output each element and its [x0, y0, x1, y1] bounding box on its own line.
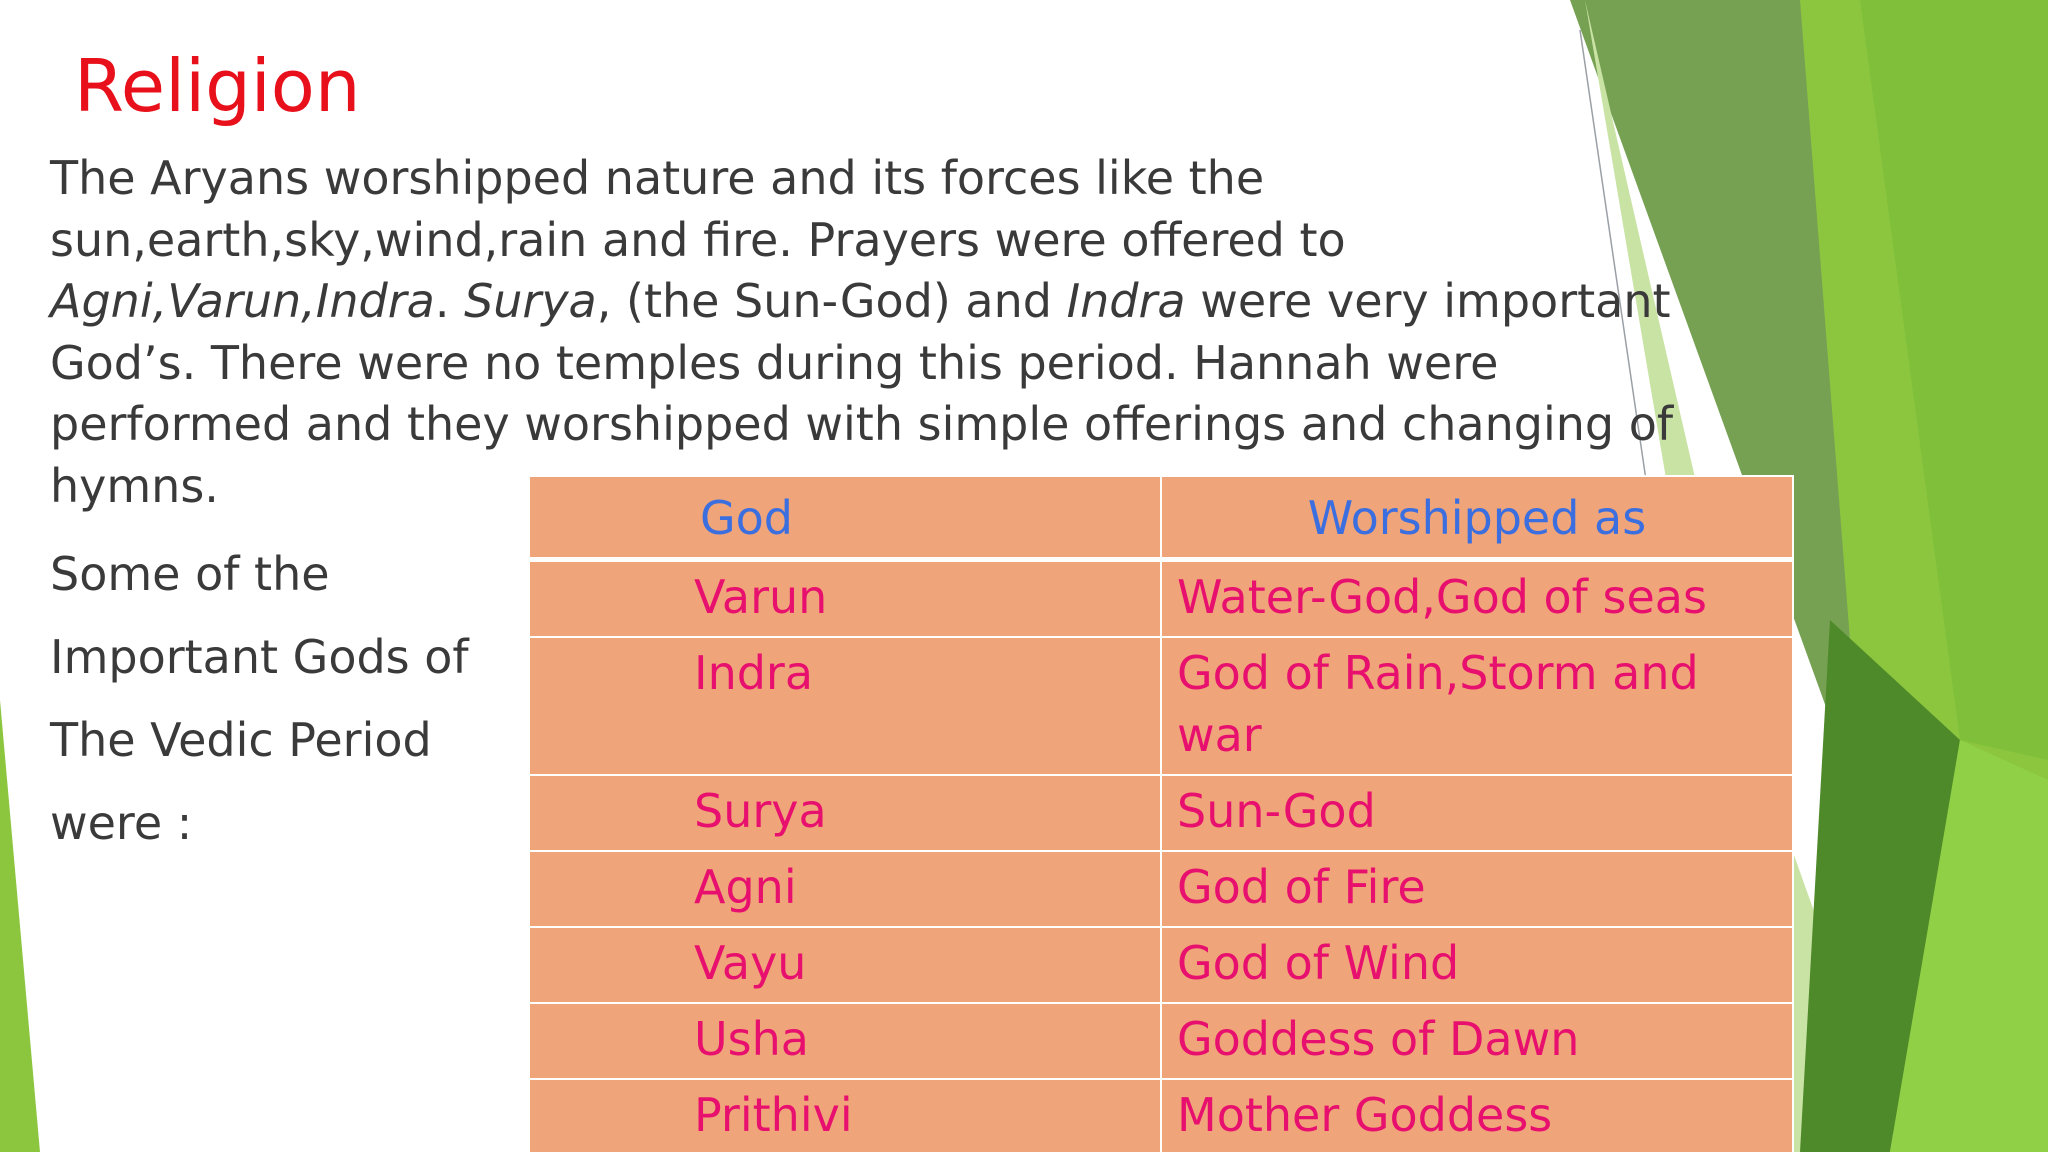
header-worshipped-as: Worshipped as	[1161, 476, 1793, 560]
cell-god: Usha	[529, 1003, 1161, 1079]
lead-line-1: Some of the	[50, 547, 330, 601]
table-row	[529, 637, 1793, 775]
lead-text	[50, 533, 490, 865]
lead-line-4: were :	[50, 796, 193, 850]
intro-separator: .	[434, 274, 465, 328]
cell-god: Prithivi	[529, 1079, 1161, 1152]
table-header-row	[529, 476, 1793, 560]
table-row	[529, 1003, 1793, 1079]
header-god: God	[529, 476, 1161, 560]
intro-surya-italic: Surya	[464, 274, 597, 328]
lead-line-2: Important Gods of	[50, 630, 469, 684]
intro-paragraph	[50, 148, 1690, 517]
table-row	[529, 775, 1793, 851]
gods-table	[528, 475, 1794, 1152]
cell-worshipped-as: God of Rain,Storm and war	[1161, 637, 1793, 775]
cell-worshipped-as: Water-God,God of seas	[1161, 560, 1793, 638]
table-row	[529, 851, 1793, 927]
cell-god: Agni	[529, 851, 1161, 927]
cell-god: Surya	[529, 775, 1161, 851]
cell-worshipped-as: Mother Goddess	[1161, 1079, 1793, 1152]
intro-indra-italic: Indra	[1066, 274, 1186, 328]
cell-god: Varun	[529, 560, 1161, 638]
intro-text-2: , (the Sun-God) and	[596, 274, 1067, 328]
cell-worshipped-as: Sun-God	[1161, 775, 1793, 851]
table-row	[529, 560, 1793, 638]
cell-worshipped-as: Goddess of Dawn	[1161, 1003, 1793, 1079]
cell-worshipped-as: God of Wind	[1161, 927, 1793, 1003]
table-row	[529, 927, 1793, 1003]
intro-text-1: The Aryans worshipped nature and its forces like the sun,earth,sky,wind,rain and fire. Prayers were offered to	[50, 151, 1346, 267]
facet-left-bottom	[0, 700, 40, 1152]
intro-text-3: were very important God’s. There were no temples during this period. Hannah were performed and they worshipped with simple offerings and changing of hymns.	[50, 274, 1674, 513]
slide-title: Religion	[74, 44, 361, 128]
lead-line-3: The Vedic Period	[50, 713, 432, 767]
cell-god: Indra	[529, 637, 1161, 775]
cell-god: Vayu	[529, 927, 1161, 1003]
intro-gods-italic: Agni,Varun,Indra	[50, 274, 435, 328]
table-row	[529, 1079, 1793, 1152]
cell-worshipped-as: God of Fire	[1161, 851, 1793, 927]
